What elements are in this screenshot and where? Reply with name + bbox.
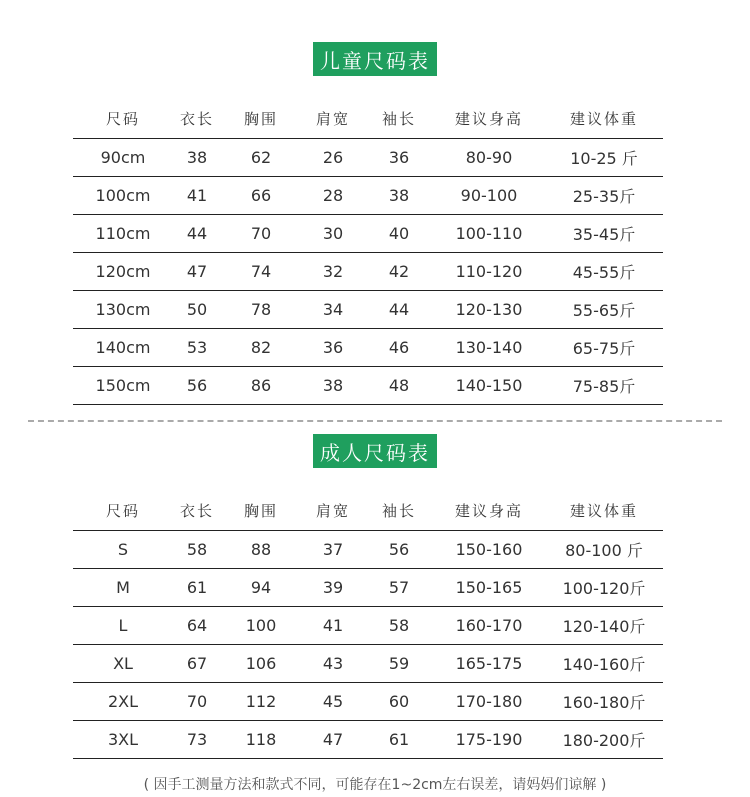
table-cell: S [73, 531, 173, 569]
table-row [73, 531, 663, 569]
section-divider [28, 420, 722, 422]
table-cell: 70 [221, 215, 301, 253]
table-cell: 58 [365, 607, 433, 645]
table-cell: 120-130 [433, 291, 545, 329]
table-cell: 106 [221, 645, 301, 683]
column-header: 袖长 [381, 501, 416, 520]
table-cell: 94 [221, 569, 301, 607]
table-cell: 120cm [73, 253, 173, 291]
column-header: 尺码 [105, 501, 140, 520]
table-cell: 36 [301, 329, 365, 367]
column-header: 尺码 [105, 109, 140, 128]
kids-size-table [73, 98, 663, 405]
measurement-note: ( 因手工测量方法和款式不同，可能存在1~2cm左右误差，请妈妈们谅解 ) [143, 777, 607, 793]
table-cell: 45 [301, 683, 365, 721]
table-cell: 2XL [73, 683, 173, 721]
table-cell: 3XL [73, 721, 173, 759]
table-cell: 160-170 [433, 607, 545, 645]
table-cell: 67 [173, 645, 221, 683]
table-cell: 56 [365, 531, 433, 569]
table-row [73, 569, 663, 607]
table-cell: 58 [173, 531, 221, 569]
column-header: 建议体重 [569, 501, 638, 520]
table-cell: 43 [301, 645, 365, 683]
table-cell: 61 [365, 721, 433, 759]
table-cell: 78 [221, 291, 301, 329]
table-cell: 46 [365, 329, 433, 367]
table-cell: 61 [173, 569, 221, 607]
table-cell: 28 [301, 177, 365, 215]
table-cell: 59 [365, 645, 433, 683]
column-header: 肩宽 [315, 501, 350, 520]
table-row [73, 645, 663, 683]
table-cell: 38 [173, 139, 221, 177]
table-row [73, 253, 663, 291]
table-cell: 41 [301, 607, 365, 645]
table-cell: 53 [173, 329, 221, 367]
table-cell: 88 [221, 531, 301, 569]
table-cell: 38 [301, 367, 365, 405]
table-cell: 170-180 [433, 683, 545, 721]
table-cell: 48 [365, 367, 433, 405]
table-cell: 140-150 [433, 367, 545, 405]
column-header: 袖长 [381, 109, 416, 128]
table-cell: 40 [365, 215, 433, 253]
table-row [73, 139, 663, 177]
table-cell: 26 [301, 139, 365, 177]
table-cell: 100 [221, 607, 301, 645]
table-header-row [73, 490, 663, 531]
table-cell: 100-110 [433, 215, 545, 253]
table-header-row [73, 98, 663, 139]
table-cell: 38 [365, 177, 433, 215]
table-cell: 37 [301, 531, 365, 569]
table-cell: 118 [221, 721, 301, 759]
table-cell: 73 [173, 721, 221, 759]
table-cell: 75-85斤 [545, 367, 663, 405]
table-cell: 100cm [73, 177, 173, 215]
table-cell: 90cm [73, 139, 173, 177]
table-cell: 90-100 [433, 177, 545, 215]
table-cell: 140-160斤 [545, 645, 663, 683]
column-header: 胸围 [243, 501, 278, 520]
table-cell: 56 [173, 367, 221, 405]
table-cell: 110cm [73, 215, 173, 253]
adults-size-chart-title: 成人尺码表 [313, 434, 437, 468]
column-header: 胸围 [243, 109, 278, 128]
table-cell: 80-100 斤 [545, 531, 663, 569]
table-cell: 150cm [73, 367, 173, 405]
table-cell: 120-140斤 [545, 607, 663, 645]
table-cell: 82 [221, 329, 301, 367]
table-row [73, 177, 663, 215]
column-header: 建议体重 [569, 109, 638, 128]
table-cell: 150-160 [433, 531, 545, 569]
table-cell: 32 [301, 253, 365, 291]
table-cell: 130cm [73, 291, 173, 329]
table-cell: 110-120 [433, 253, 545, 291]
table-cell: 112 [221, 683, 301, 721]
table-cell: 55-65斤 [545, 291, 663, 329]
table-cell: 41 [173, 177, 221, 215]
table-row [73, 683, 663, 721]
table-cell: 35-45斤 [545, 215, 663, 253]
table-cell: L [73, 607, 173, 645]
table-row [73, 291, 663, 329]
column-header: 建议身高 [454, 109, 523, 128]
table-cell: 74 [221, 253, 301, 291]
table-cell: 62 [221, 139, 301, 177]
table-cell: 44 [365, 291, 433, 329]
table-cell: 34 [301, 291, 365, 329]
table-row [73, 607, 663, 645]
table-cell: 45-55斤 [545, 253, 663, 291]
table-cell: 65-75斤 [545, 329, 663, 367]
table-cell: 25-35斤 [545, 177, 663, 215]
table-cell: 47 [301, 721, 365, 759]
table-cell: 165-175 [433, 645, 545, 683]
table-row [73, 329, 663, 367]
column-header: 衣长 [179, 109, 214, 128]
table-cell: 36 [365, 139, 433, 177]
table-cell: 70 [173, 683, 221, 721]
table-cell: 10-25 斤 [545, 139, 663, 177]
table-cell: 175-190 [433, 721, 545, 759]
table-cell: 30 [301, 215, 365, 253]
table-cell: 130-140 [433, 329, 545, 367]
table-cell: 160-180斤 [545, 683, 663, 721]
table-row [73, 215, 663, 253]
table-cell: 140cm [73, 329, 173, 367]
adults-size-table [73, 490, 663, 759]
kids-size-chart-title: 儿童尺码表 [313, 42, 437, 76]
table-cell: 180-200斤 [545, 721, 663, 759]
table-cell: 42 [365, 253, 433, 291]
table-cell: 66 [221, 177, 301, 215]
table-cell: 50 [173, 291, 221, 329]
table-cell: 47 [173, 253, 221, 291]
table-row [73, 367, 663, 405]
table-cell: XL [73, 645, 173, 683]
table-cell: 44 [173, 215, 221, 253]
table-row [73, 721, 663, 759]
table-cell: 57 [365, 569, 433, 607]
column-header: 肩宽 [315, 109, 350, 128]
table-cell: 150-165 [433, 569, 545, 607]
table-cell: 39 [301, 569, 365, 607]
table-cell: 80-90 [433, 139, 545, 177]
table-cell: 60 [365, 683, 433, 721]
table-cell: 86 [221, 367, 301, 405]
column-header: 建议身高 [454, 501, 523, 520]
column-header: 衣长 [179, 501, 214, 520]
table-cell: 100-120斤 [545, 569, 663, 607]
table-cell: M [73, 569, 173, 607]
table-cell: 64 [173, 607, 221, 645]
